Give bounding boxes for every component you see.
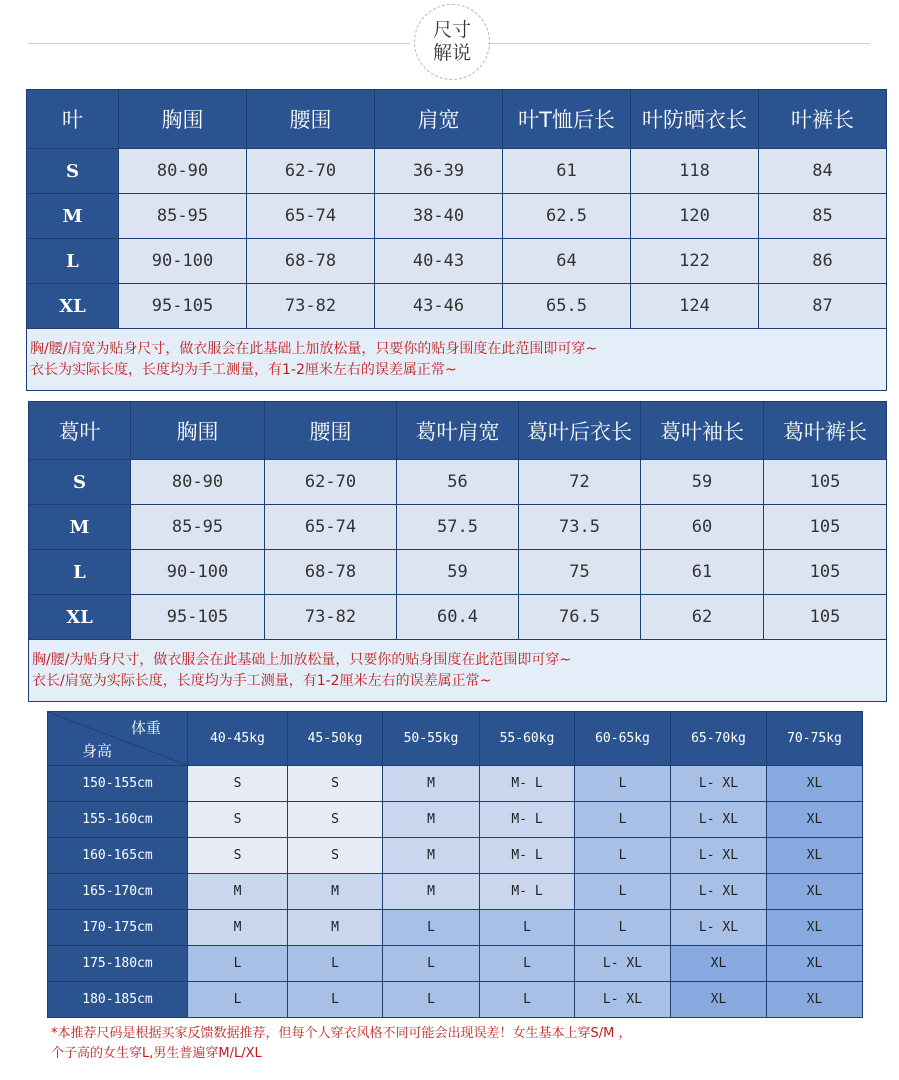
size-note <box>29 640 887 702</box>
size-label: S <box>29 460 131 505</box>
height-header: 170-175cm <box>48 910 188 946</box>
table-row <box>48 874 863 910</box>
table-row <box>27 239 887 284</box>
table-cell: 84 <box>759 149 887 194</box>
header-cell: 葛叶 <box>29 402 131 460</box>
table-cell: 43-46 <box>375 284 503 329</box>
header-cell: 胸围 <box>131 402 265 460</box>
size-cell: L <box>188 982 288 1018</box>
size-cell: L <box>575 766 671 802</box>
size-cell: M- L <box>480 766 575 802</box>
table-cell: 38-40 <box>375 194 503 239</box>
size-cell: XL <box>767 946 863 982</box>
weight-header: 45-50kg <box>288 712 383 766</box>
size-cell: XL <box>767 802 863 838</box>
note-line: 衣长为实际长度，长度均为手工测量，有1-2厘米左右的误差属正常~ <box>30 361 457 378</box>
size-label: M <box>29 505 131 550</box>
note-line: 胸/腰/肩宽为贴身尺寸，做衣服会在此基础上加放松量，只要你的贴身围度在此范围即可穿~ <box>30 340 598 357</box>
header-cell: 葛叶肩宽 <box>397 402 519 460</box>
table-cell: 60 <box>641 505 764 550</box>
header-cell: 胸围 <box>119 90 247 149</box>
height-header: 160-165cm <box>48 838 188 874</box>
table-cell: 95-105 <box>131 595 265 640</box>
table-cell: 80-90 <box>131 460 265 505</box>
size-note <box>27 329 887 391</box>
table-row <box>27 194 887 239</box>
table-cell: 90-100 <box>119 239 247 284</box>
header-divider-right <box>488 43 870 44</box>
section-title-line2: 解说 <box>432 42 471 64</box>
table-row <box>29 550 887 595</box>
size-cell: L <box>383 982 480 1018</box>
size-label: XL <box>27 284 119 329</box>
size-label: L <box>27 239 119 284</box>
size-cell: L <box>383 910 480 946</box>
table-row <box>48 982 863 1018</box>
table-cell: 105 <box>764 505 887 550</box>
note-row <box>48 1018 863 1068</box>
table-cell: 64 <box>503 239 631 284</box>
table-cell: 122 <box>631 239 759 284</box>
table-cell: 87 <box>759 284 887 329</box>
header-cell: 肩宽 <box>375 90 503 149</box>
size-cell: M <box>188 910 288 946</box>
header-cell: 葛叶后衣长 <box>519 402 641 460</box>
weight-header: 55-60kg <box>480 712 575 766</box>
header-cell: 腰围 <box>265 402 397 460</box>
size-cell: XL <box>671 946 767 982</box>
table-cell: 40-43 <box>375 239 503 284</box>
size-cell: L- XL <box>671 910 767 946</box>
size-cell: L <box>188 946 288 982</box>
size-cell: L- XL <box>671 874 767 910</box>
size-cell: L- XL <box>575 946 671 982</box>
size-cell: XL <box>671 982 767 1018</box>
size-cell: S <box>188 766 288 802</box>
table-cell: 61 <box>503 149 631 194</box>
note-line: 个子高的女生穿L,男生普遍穿M/L/XL <box>51 1045 262 1061</box>
section-title-badge <box>414 4 490 80</box>
size-cell: M <box>383 802 480 838</box>
table-cell: 62.5 <box>503 194 631 239</box>
weight-header: 65-70kg <box>671 712 767 766</box>
table-header-row <box>48 712 863 766</box>
table-cell: 62-70 <box>247 149 375 194</box>
table-cell: 105 <box>764 595 887 640</box>
weight-header: 40-45kg <box>188 712 288 766</box>
size-label: L <box>29 550 131 595</box>
size-cell: M <box>288 874 383 910</box>
size-table-ye <box>26 89 887 391</box>
table-cell: 57.5 <box>397 505 519 550</box>
header-divider-left <box>28 43 410 44</box>
size-table-geye <box>28 401 887 702</box>
table-row <box>29 460 887 505</box>
size-cell: M- L <box>480 874 575 910</box>
table-row <box>48 802 863 838</box>
note-line: *本推荐尺码是根据买家反馈数据推荐，但每个人穿衣风格不同可能会出现误差！女生基本上穿S/M ， <box>51 1025 632 1041</box>
table-cell: 95-105 <box>119 284 247 329</box>
table-cell: 73-82 <box>265 595 397 640</box>
size-cell: XL <box>767 766 863 802</box>
size-cell: L <box>575 802 671 838</box>
size-cell: L- XL <box>671 766 767 802</box>
table-cell: 59 <box>397 550 519 595</box>
size-cell: L- XL <box>575 982 671 1018</box>
table-cell: 56 <box>397 460 519 505</box>
table-cell: 62-70 <box>265 460 397 505</box>
size-cell: M <box>383 874 480 910</box>
header-cell: 叶 <box>27 90 119 149</box>
table-row <box>27 284 887 329</box>
table-cell: 61 <box>641 550 764 595</box>
header-cell: 葛叶袖长 <box>641 402 764 460</box>
height-header: 155-160cm <box>48 802 188 838</box>
size-label: S <box>27 149 119 194</box>
table-cell: 65.5 <box>503 284 631 329</box>
table-cell: 62 <box>641 595 764 640</box>
table-row <box>48 838 863 874</box>
note-line: 衣长/肩宽为实际长度，长度均为手工测量，有1-2厘米左右的误差属正常~ <box>32 672 492 689</box>
size-cell: L- XL <box>671 838 767 874</box>
header-cell: 葛叶裤长 <box>764 402 887 460</box>
size-cell: S <box>288 802 383 838</box>
size-cell: M <box>383 838 480 874</box>
size-cell: XL <box>767 874 863 910</box>
table-cell: 68-78 <box>247 239 375 284</box>
size-cell: M <box>288 910 383 946</box>
height-header: 165-170cm <box>48 874 188 910</box>
table-cell: 73.5 <box>519 505 641 550</box>
table-cell: 90-100 <box>131 550 265 595</box>
table-row <box>29 505 887 550</box>
table-cell: 75 <box>519 550 641 595</box>
height-header: 150-155cm <box>48 766 188 802</box>
table-cell: 105 <box>764 460 887 505</box>
table-cell: 60.4 <box>397 595 519 640</box>
table-cell: 86 <box>759 239 887 284</box>
size-cell: L <box>383 946 480 982</box>
table-cell: 76.5 <box>519 595 641 640</box>
table-row <box>27 149 887 194</box>
header-cell: 腰围 <box>247 90 375 149</box>
size-cell: L- XL <box>671 802 767 838</box>
size-cell: L <box>480 946 575 982</box>
size-cell: L <box>480 910 575 946</box>
header-cell: 叶裤长 <box>759 90 887 149</box>
size-recommendation-table <box>47 711 863 1068</box>
header-cell: 叶T恤后长 <box>503 90 631 149</box>
recommendation-note <box>48 1018 863 1068</box>
table-header-row <box>27 90 887 149</box>
diagonal-divider <box>48 712 187 765</box>
table-cell: 124 <box>631 284 759 329</box>
size-cell: XL <box>767 910 863 946</box>
note-line: 胸/腰/为贴身尺寸，做衣服会在此基础上加放松量，只要你的贴身围度在此范围即可穿~ <box>32 651 572 668</box>
table-cell: 36-39 <box>375 149 503 194</box>
height-header: 175-180cm <box>48 946 188 982</box>
size-cell: L <box>288 946 383 982</box>
size-label: XL <box>29 595 131 640</box>
note-row <box>29 640 887 702</box>
note-row <box>27 329 887 391</box>
table-cell: 72 <box>519 460 641 505</box>
table-cell: 85-95 <box>131 505 265 550</box>
table-cell: 68-78 <box>265 550 397 595</box>
size-cell: L <box>575 838 671 874</box>
table-cell: 118 <box>631 149 759 194</box>
size-cell: L <box>575 874 671 910</box>
weight-header: 50-55kg <box>383 712 480 766</box>
size-label: M <box>27 194 119 239</box>
table-cell: 65-74 <box>247 194 375 239</box>
size-cell: S <box>188 802 288 838</box>
table-row <box>48 766 863 802</box>
table-cell: 120 <box>631 194 759 239</box>
size-cell: S <box>288 766 383 802</box>
size-cell: L <box>288 982 383 1018</box>
weight-header: 60-65kg <box>575 712 671 766</box>
table-cell: 65-74 <box>265 505 397 550</box>
size-cell: XL <box>767 838 863 874</box>
size-cell: XL <box>767 982 863 1018</box>
table-cell: 85-95 <box>119 194 247 239</box>
size-cell: S <box>288 838 383 874</box>
size-cell: M <box>188 874 288 910</box>
size-cell: M <box>383 766 480 802</box>
table-header-row <box>29 402 887 460</box>
height-header: 180-185cm <box>48 982 188 1018</box>
size-cell: L <box>480 982 575 1018</box>
header-cell: 叶防晒衣长 <box>631 90 759 149</box>
table-row <box>48 946 863 982</box>
corner-header <box>48 712 188 766</box>
table-row <box>29 595 887 640</box>
size-cell: M- L <box>480 802 575 838</box>
table-cell: 80-90 <box>119 149 247 194</box>
table-cell: 73-82 <box>247 284 375 329</box>
size-cell: M- L <box>480 838 575 874</box>
table-cell: 105 <box>764 550 887 595</box>
table-cell: 85 <box>759 194 887 239</box>
size-cell: L <box>575 910 671 946</box>
weight-header: 70-75kg <box>767 712 863 766</box>
table-row <box>48 910 863 946</box>
size-cell: S <box>188 838 288 874</box>
height-label: 身高 <box>82 742 113 760</box>
table-cell: 59 <box>641 460 764 505</box>
section-title-line1: 尺寸 <box>432 19 471 41</box>
weight-label: 体重 <box>130 719 161 737</box>
